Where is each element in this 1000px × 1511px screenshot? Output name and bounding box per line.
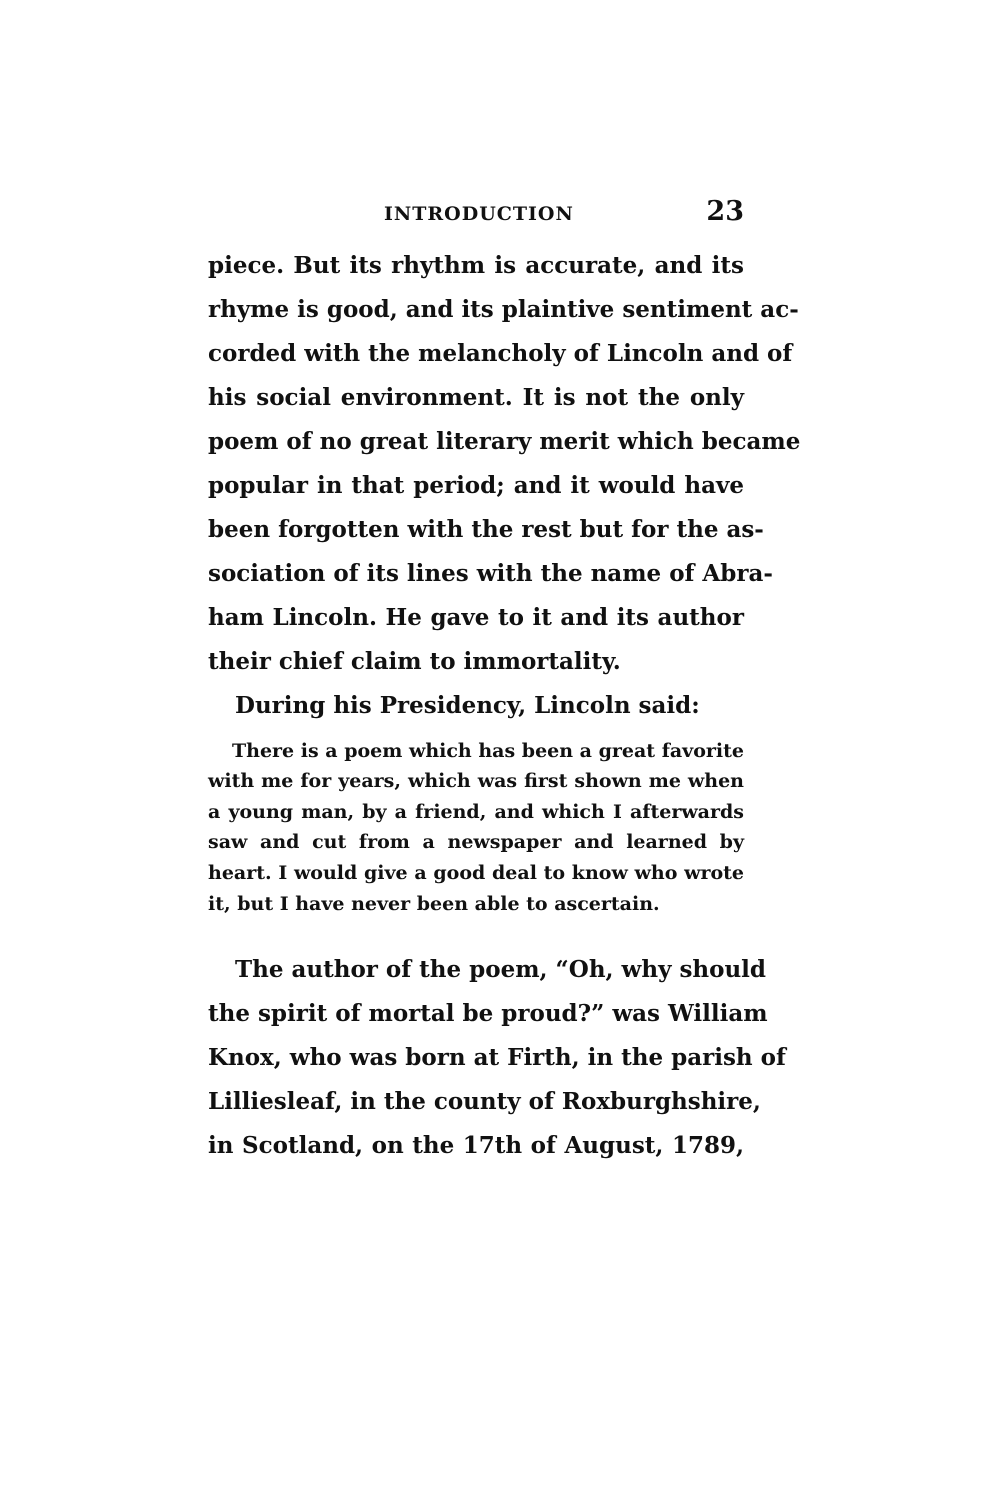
quote-line: saw and cut from a newspaper and learned by xyxy=(208,831,744,853)
text-line: The author of the poem, “Oh, why should xyxy=(235,956,766,983)
text-line: corded with the melancholy of Lincoln and of xyxy=(208,340,793,367)
page-number: 23 xyxy=(706,196,744,227)
running-head xyxy=(208,196,744,230)
text-line: ham Lincoln. He gave to it and its author xyxy=(208,604,744,631)
quote-line: There is a poem which has been a great favorite xyxy=(232,740,744,762)
text-line: the spirit of mortal be proud?” was William xyxy=(208,1000,768,1027)
text-line: poem of no great literary merit which became xyxy=(208,428,801,455)
quote-line: with me for years, which was first shown me when xyxy=(208,770,744,792)
text-line: his social environment. It is not the only xyxy=(208,384,744,411)
text-line: popular in that period; and it would have xyxy=(208,472,744,499)
text-line: piece. But its rhythm is accurate, and its xyxy=(208,252,744,279)
text-line: rhyme is good, and its plaintive sentiment ac- xyxy=(208,296,799,323)
quote-line: heart. I would give a good deal to know who wrote xyxy=(208,862,744,884)
quote-line: a young man, by a friend, and which I afterwards xyxy=(208,801,744,823)
text-line: Lilliesleaf, in the county of Roxburghshire, xyxy=(208,1088,761,1115)
quote-line: it, but I have never been able to ascertain. xyxy=(208,893,660,915)
running-title: INTRODUCTION xyxy=(384,203,574,225)
text-line: been forgotten with the rest but for the as- xyxy=(208,516,764,543)
text-line: sociation of its lines with the name of Abra- xyxy=(208,560,773,587)
text-line: Knox, who was born at Firth, in the parish of xyxy=(208,1044,786,1071)
text-line: During his Presidency, Lincoln said: xyxy=(235,692,700,719)
text-line: in Scotland, on the 17th of August, 1789, xyxy=(208,1132,744,1159)
text-line: their chief claim to immortality. xyxy=(208,648,621,675)
